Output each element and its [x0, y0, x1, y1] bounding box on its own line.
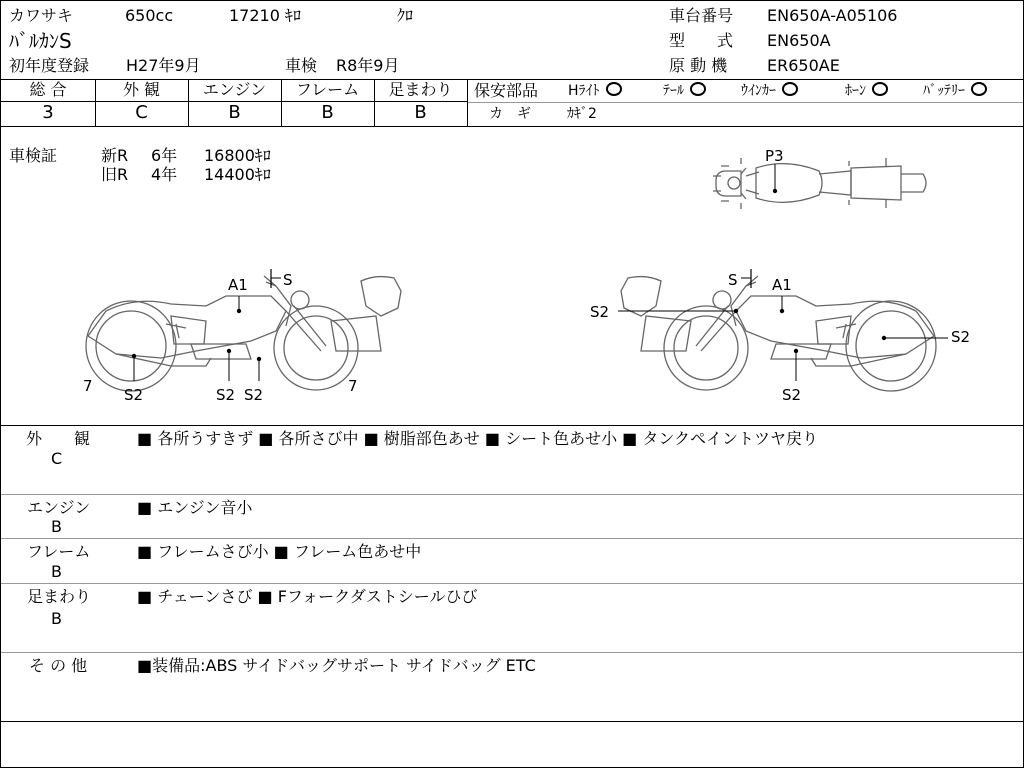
cert-new-km: 16800ｷﾛ: [204, 146, 271, 165]
divider: [1, 652, 1023, 653]
divider: [1, 721, 1023, 722]
color: ｸﾛ: [397, 6, 414, 25]
cert-label: 車検証: [9, 146, 58, 165]
grade-overall: 3: [42, 102, 54, 123]
grade-suspension: B: [414, 102, 427, 123]
grade-header-exterior: 外 観: [122, 80, 161, 99]
note-text: ■装備品:ABS サイドバッグサポート サイドバッグ ETC: [137, 656, 536, 675]
bike-top-view: [701, 146, 951, 221]
key-value: ｶｷﾞ2: [567, 106, 597, 122]
note-text: ■ エンジン音小: [137, 498, 253, 517]
note-grade: B: [51, 609, 62, 628]
note-label: 足まわり: [27, 587, 92, 606]
engine-number-value: ER650AE: [767, 56, 840, 75]
divider: [467, 79, 468, 126]
mileage: 17210 ｷﾛ: [229, 6, 301, 25]
divider: [1, 538, 1023, 539]
damage-label-a1: A1: [772, 276, 792, 294]
bike-left-view: [76, 266, 416, 406]
damage-label-s2: S2: [244, 386, 264, 404]
note-text: ■ フレームさび小 ■ フレーム色あせ中: [137, 542, 422, 561]
inspection-value: R8年9月: [336, 56, 400, 75]
safety-item-headlight: Hﾗｲﾄ: [568, 81, 622, 101]
divider: [1, 494, 1023, 495]
note-label: そ の 他: [29, 656, 88, 675]
ok-circle-icon: [690, 82, 706, 96]
grade-header-overall: 総 合: [29, 80, 67, 99]
ok-circle-icon: [782, 82, 798, 96]
note-text: ■ 各所うすきず ■ 各所さび中 ■ 樹脂部色あせ ■ シート色あせ小 ■ タンクペイントツヤ戻り: [137, 429, 819, 448]
note-grade: B: [51, 562, 62, 581]
safety-item-horn: ﾎｰﾝ: [845, 81, 888, 101]
note-grade: B: [51, 517, 62, 536]
divider: [467, 102, 1023, 103]
note-label: エンジン: [27, 498, 91, 517]
cert-new-label: 新R: [101, 146, 129, 165]
model-code-label: 型 式: [669, 31, 734, 50]
safety-item-taillight: ﾃｰﾙ: [663, 81, 706, 101]
inspection-label: 車検: [285, 56, 318, 75]
damage-label-s: S: [283, 271, 293, 289]
damage-label-p3: P3: [765, 147, 784, 165]
damage-label-s2: S2: [782, 386, 802, 404]
grade-header-engine: エンジン: [202, 80, 267, 99]
note-label: 外 観: [26, 429, 91, 448]
key-label: カ ギ: [489, 106, 531, 122]
cert-old-km: 14400ｷﾛ: [204, 165, 271, 184]
first-registration-value: H27年9月: [126, 56, 201, 75]
damage-label-s2: S2: [951, 328, 971, 346]
ok-circle-icon: [971, 82, 987, 96]
damage-label-s2: S2: [216, 386, 236, 404]
model-code-value: EN650A: [767, 31, 831, 50]
frame-number-value: EN650A-A05106: [767, 6, 898, 25]
damage-label-7: 7: [83, 377, 93, 395]
safety-item-battery: ﾊﾞｯﾃﾘｰ: [923, 81, 987, 101]
damage-label-7: 7: [348, 377, 358, 395]
model-name: ﾊﾞﾙｶﾝS: [9, 29, 72, 53]
divider: [1, 126, 1023, 127]
note-label: フレーム: [27, 542, 91, 561]
first-registration-label: 初年度登録: [9, 56, 90, 75]
divider: [1, 583, 1023, 584]
grade-exterior: C: [135, 102, 148, 123]
damage-label-s2: S2: [124, 386, 144, 404]
damage-label-s: S: [728, 271, 738, 289]
note-grade: C: [51, 449, 63, 468]
bike-right-view: [586, 266, 976, 406]
grade-frame: B: [321, 102, 334, 123]
grade-engine: B: [228, 102, 241, 123]
frame-number-label: 車台番号: [669, 6, 734, 25]
cert-old-years: 4年: [151, 165, 178, 184]
note-text: ■ チェーンさび ■ Fフォークダストシールひび: [137, 587, 478, 606]
cert-new-years: 6年: [151, 146, 178, 165]
ok-circle-icon: [872, 82, 888, 96]
engine-number-label: 原 動 機: [669, 56, 728, 75]
cert-old-label: 旧R: [101, 165, 129, 184]
grade-header-suspension: 足まわり: [388, 80, 453, 99]
safety-item-winker: ｳｲﾝｶｰ: [741, 81, 798, 101]
displacement: 650cc: [125, 6, 174, 25]
ok-circle-icon: [606, 82, 622, 96]
safety-label: 保安部品: [474, 81, 539, 100]
divider: [1, 425, 1023, 426]
damage-label-s2: S2: [590, 303, 610, 321]
maker: カワサキ: [9, 6, 74, 25]
damage-label-a1: A1: [228, 276, 248, 294]
grade-header-frame: フレーム: [295, 80, 360, 99]
